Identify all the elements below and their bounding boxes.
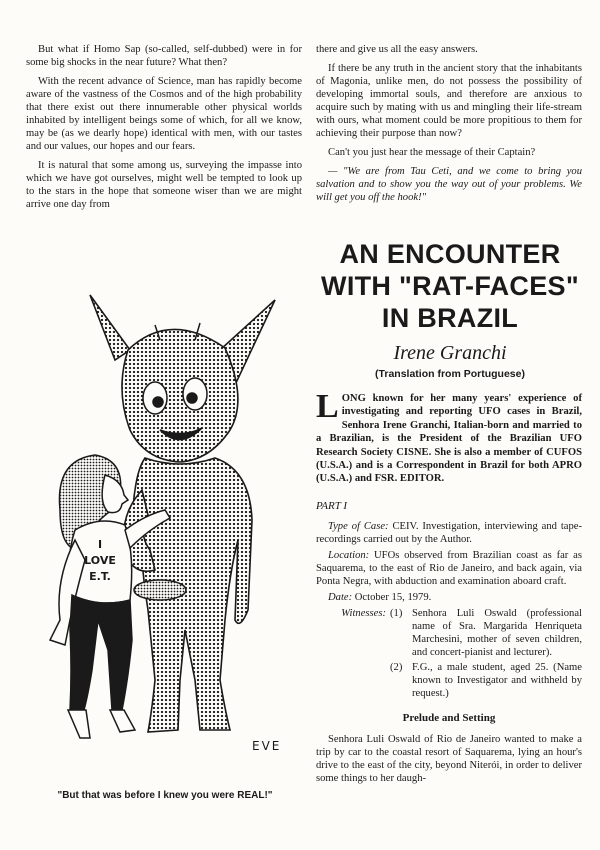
cartoon-illustration — [20, 290, 305, 780]
article-author: Irene Granchi — [393, 342, 507, 364]
alien-head — [122, 329, 238, 462]
woman-right-shoe — [110, 710, 135, 732]
witnesses-label: Witnesses: — [341, 608, 386, 619]
witnesses — [316, 607, 582, 702]
case-date-label: Date: — [328, 592, 353, 603]
case-location-label: Location: — [328, 550, 370, 561]
woman-left-shoe — [68, 710, 90, 738]
case-type-text: CEIV. Investigation, interviewing and tape-recordings carried out by the Author. — [316, 521, 583, 545]
case-location-text: UFOs observed from Brazilian coast as far as Saquarema, to the east of Rio de Janeiro, and back again, via Ponta Negra, with abduction and examination aboard craft. — [316, 550, 582, 587]
alien-right-pupil — [187, 393, 197, 403]
shirt-line-3: E.T. — [89, 570, 111, 583]
section-paragraph: Senhora Luli Oswald of Rio de Janeiro wanted to make a trip by car to the coastal resort of Saquarema, lying an hour's drive to the east of the city, beyond Niterói, in order to deliver some things to her daugh- — [316, 734, 582, 784]
right-paragraph-1: there and give us all the easy answers. — [316, 44, 478, 55]
woman-handbag — [134, 580, 186, 600]
part-label: PART I — [316, 500, 348, 512]
witness-text: Senhora Luli Oswald (professional name of Sra. Margarida Henriqueta Marchesini, mother of seven children, and concert-pianist and lecturer). — [412, 608, 582, 658]
witnesses-list — [390, 607, 582, 702]
title-line-1: AN ENCOUNTER — [339, 239, 561, 269]
left-column — [26, 43, 302, 217]
editor-intro — [316, 388, 582, 486]
alien-left-pupil — [153, 397, 163, 407]
woman-pants — [70, 595, 132, 710]
left-paragraph-3: It is natural that some among us, surveying the impasse into which we have got ourselves, might well be tempted to look up to the stars in the hope that someone wiser than we are might arrive one day from — [26, 160, 302, 210]
right-paragraph-3: Can't you just hear the message of their Captain? — [328, 147, 536, 158]
witness-number: (2) — [390, 662, 403, 673]
alien-left-ear — [90, 295, 130, 360]
left-paragraph-1: But what if Homo Sap (so-called, self-dubbed) were in for some big shocks in the near future? What then? — [26, 44, 302, 68]
case-date — [316, 591, 582, 604]
right-paragraph-4: — "We are from Tau Ceti, and we come to bring you salvation and to show you the way out of your problems. We will get you off the hook!" — [316, 166, 582, 203]
shirt-line-1: I — [97, 538, 103, 551]
witness-text: F.G., a male student, aged 25. (Name known to Investigator and withheld by request.) — [412, 662, 582, 699]
intro-text: ONG known for her many years' experience of investigating and reporting UFO cases in Brazil, Senhora Irene Granchi, Italian-born and married to a Brazilian, is the President of the Brazilian UFO Research Society CISNE. She is also a member of CUFOS (U.S.A.) and is a Correspondent in Brazil for both APRO (U.S.A.) and FSR. EDITOR. — [316, 393, 582, 485]
right-column — [316, 43, 582, 210]
title-line-2: WITH "RAT-FACES" — [321, 271, 579, 301]
case-details — [316, 520, 582, 788]
woman-face — [102, 475, 128, 513]
witness-item — [390, 607, 582, 659]
right-paragraph-2: If there be any truth in the ancient story that the inhabitants of Magonia, unlike men, do not possess the possibility of developing immortal souls, and therefore are anxious to acquire such by mating with us and mingling their life-stream with ours, what moment could be more propitious to them for achieving their purpose than now? — [316, 63, 582, 139]
witness-number: (1) — [390, 608, 403, 619]
case-type-label: Type of Case: — [328, 521, 389, 532]
illustration-caption: "But that was before I knew you were REAL!" — [57, 790, 273, 801]
drop-cap: L — [316, 388, 339, 425]
shirt-line-2: LOVE — [84, 554, 116, 567]
case-type — [316, 520, 582, 546]
case-location — [316, 549, 582, 588]
left-paragraph-2: With the recent advance of Science, man has rapidly become aware of the vastness of the Cosmos and of the high probability that there exist out there innumerable other physical worlds inhabited by intelligent beings some of which, for all we know, may be (as we dearly hope) identical with men, with our tastes and our values, our hopes and our fears. — [26, 76, 302, 152]
artist-signature: EVE — [252, 739, 282, 753]
case-date-text: October 15, 1979. — [354, 592, 432, 603]
article-subtitle: (Translation from Portuguese) — [375, 368, 525, 380]
witness-item — [390, 661, 582, 700]
article-title — [312, 238, 588, 334]
title-line-3: IN BRAZIL — [381, 303, 519, 333]
section-heading: Prelude and Setting — [402, 712, 496, 724]
